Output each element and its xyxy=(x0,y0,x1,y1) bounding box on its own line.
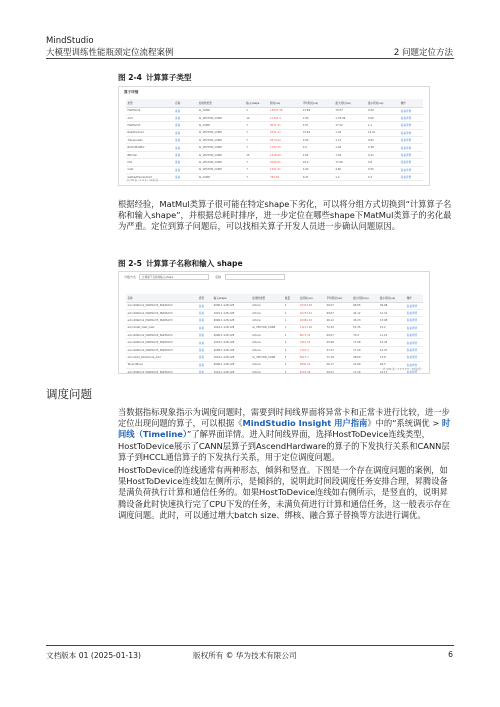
table-cell: 1.78.06 xyxy=(335,116,346,120)
table-cell: 8071.31 xyxy=(270,123,281,127)
table-cell: 17.20 xyxy=(353,348,361,352)
header-document-title: 大模型训练性能瓶颈定位流程案例 xyxy=(46,48,174,58)
view-details-link[interactable]: 查看详情 xyxy=(406,371,417,374)
table-cell: 1 xyxy=(284,341,287,345)
figure-caption-text: 计算算子类型 xyxy=(145,73,192,82)
figure-caption-2-5 xyxy=(118,258,243,269)
table-cell: AICore xyxy=(252,341,261,345)
figure-caption-text: 计算算子名称和输入 shape xyxy=(145,259,243,268)
table-cell: 4096,1;128,128 xyxy=(213,333,235,337)
table-cell: 1 xyxy=(284,348,287,352)
table-cell: BNinfer xyxy=(127,153,138,157)
table-cell[interactable]: 查看 xyxy=(175,117,181,121)
table-cell: 1.65 xyxy=(302,153,309,157)
table-cell: 1024,1;128,128 xyxy=(213,311,235,315)
table-cell: aclnnMatmul_MatMulV3_MatMulV3 xyxy=(127,318,173,322)
table-cell: AI_VECTOR_CORE xyxy=(252,326,276,330)
table-cell: 11131.96 xyxy=(299,326,313,330)
column-header: 操作 xyxy=(400,101,406,105)
table-header-row xyxy=(126,294,423,303)
view-details-link[interactable]: 查看详情 xyxy=(400,139,412,143)
group-by-label: 分组方式 xyxy=(124,275,137,279)
table-row[interactable] xyxy=(126,167,423,174)
table-cell: 11.54 xyxy=(353,370,361,374)
view-details-link[interactable]: 查看详情 xyxy=(400,161,412,165)
table-row[interactable] xyxy=(126,152,423,159)
table-cell: 1 xyxy=(284,370,287,374)
table-row[interactable] xyxy=(126,115,423,122)
table-cell[interactable]: 查看 xyxy=(198,312,204,316)
table-cell: Cast xyxy=(127,168,134,172)
figure-caption-2-4 xyxy=(118,72,192,83)
table-cell: AI_VECTOR_CORE xyxy=(198,153,222,157)
table-cell[interactable]: 查看 xyxy=(198,341,204,345)
table-cell: 46.12 xyxy=(326,318,334,322)
table-cell: AICore xyxy=(252,318,261,322)
table-cell[interactable]: 查看 xyxy=(175,131,181,135)
table-cell: 1.00 xyxy=(302,168,309,172)
table-cell: 6791.27 xyxy=(270,131,281,135)
table-row[interactable] xyxy=(126,174,423,181)
table-row[interactable] xyxy=(126,347,423,354)
view-details-link[interactable]: 查看详情 xyxy=(406,334,417,338)
table-cell[interactable]: 查看 xyxy=(198,371,204,374)
table-cell: 17.52 xyxy=(335,123,343,127)
table-cell: 0.00 xyxy=(368,116,374,120)
table-cell[interactable]: 查看 xyxy=(198,326,204,330)
table-cell: 7107.4 xyxy=(299,348,309,352)
table-cell: 7 xyxy=(246,168,248,172)
table-row[interactable] xyxy=(126,317,423,324)
table-cell: 0.4 xyxy=(302,146,307,150)
view-details-link[interactable]: 查看详情 xyxy=(400,131,412,135)
table-cell: GatherElementsV2 xyxy=(127,175,152,179)
table-cell: 13.01 xyxy=(368,131,376,135)
figure-2-5-screenshot xyxy=(118,271,430,374)
table-cell: 43.23 xyxy=(353,318,361,322)
table-cell: 1.2 xyxy=(335,175,340,179)
table-cell: 1.04 xyxy=(335,146,342,150)
table-cell: 13.89 xyxy=(302,109,311,113)
table-row[interactable] xyxy=(126,332,423,339)
table-cell[interactable]: 查看 xyxy=(175,124,181,128)
table-cell: AI_VECTOR_CORE xyxy=(198,160,222,164)
name-filter-input[interactable] xyxy=(225,274,285,280)
table-cell: 1787.35 xyxy=(270,146,281,150)
table-cell[interactable]: 查看 xyxy=(175,146,181,150)
table-cell[interactable]: 查看 xyxy=(198,319,204,323)
table-cell: 0.00 xyxy=(368,109,374,113)
table-row[interactable] xyxy=(126,144,423,151)
table-cell: 99.67 xyxy=(326,311,334,315)
table-cell: AI_VECTOR_CORE xyxy=(252,355,276,359)
table-row[interactable] xyxy=(126,130,423,137)
paragraph-matmul-analysis: 根据经验，MatMul类算子很可能在特定shape下劣化，可以将分组方式切换到“计算算子名称和输入shape”，并根据总耗时排序，进一步定位在哪些shape下MatMul类算子的劣化最为严重。定位到算子问题后，可以找相关算子开发人员进一步确认问题原因。 xyxy=(118,199,452,232)
table-cell: 72.34 xyxy=(326,326,334,330)
view-details-link[interactable]: 查看详情 xyxy=(406,319,417,323)
table-cell: AI_VECTOR_CORE xyxy=(198,131,222,135)
table-cell: 6013.1 xyxy=(299,355,309,359)
table-cell: 4523.96 xyxy=(299,370,311,374)
table-cell: 1024,1;128,128 xyxy=(213,326,235,330)
column-header: 数量 xyxy=(284,296,291,300)
table-cell[interactable]: 查看 xyxy=(175,168,181,172)
column-header: 操作 xyxy=(406,296,412,300)
table-cell: 11.10 xyxy=(379,333,388,337)
table-cell: 0.1 xyxy=(368,175,373,179)
table-cell: MatMulV2 xyxy=(127,109,141,113)
table-cell: AICore xyxy=(252,363,261,367)
table-cell: 14 xyxy=(246,116,250,120)
table-cell: 45.98 xyxy=(326,341,334,345)
table-cell: 1.00 xyxy=(302,116,309,120)
table-cell: AICore xyxy=(252,333,261,337)
table-cell: 13847.38 xyxy=(270,109,283,113)
table-cell: aclnnMatmul_MatMulV3_MatMulV3 xyxy=(127,348,173,352)
table-cell: AICore xyxy=(252,311,261,315)
table-cell: aclnnMatmul_MatMulV2_MatMulV2 xyxy=(127,341,173,345)
column-header: 类型 xyxy=(127,101,133,105)
table-cell: 39.98 xyxy=(379,304,388,308)
table-cell: AI_VECTOR_CORE xyxy=(198,138,222,142)
table-cell: aclnnAdd_AddAiCore_Add xyxy=(127,355,161,359)
table-cell: 1641.21 xyxy=(270,168,281,172)
table-cell: 7 xyxy=(246,160,248,164)
table-cell: AICore xyxy=(252,370,261,374)
table-pagination[interactable]: 共 58 条 ‹ 1 2 3 › 10条/页 xyxy=(127,179,159,182)
table-cell: 7 xyxy=(246,146,248,150)
header-product-name: MindStudio xyxy=(46,36,94,46)
table-row[interactable] xyxy=(126,159,423,166)
table-cell: 0.21 xyxy=(368,153,374,157)
table-cell: 0.6 xyxy=(368,160,373,164)
table-cell: 4096,1;128,128 xyxy=(213,318,235,322)
column-header: 加速核类型 xyxy=(198,101,212,105)
column-header: 平均耗时(us) xyxy=(326,296,342,300)
table-cell: BatchMatMul xyxy=(127,146,145,150)
table-cell: 1 xyxy=(284,363,287,367)
table-cell: 10.0 xyxy=(302,160,309,164)
table-cell: 15.2 xyxy=(379,326,386,330)
column-header: 名称 xyxy=(127,296,133,300)
table-cell: 6574.02 xyxy=(270,138,281,142)
table-cell: 7 xyxy=(246,138,248,142)
table-row[interactable] xyxy=(126,362,423,369)
view-details-link[interactable]: 查看详情 xyxy=(400,146,412,150)
table-cell: 28.60 xyxy=(353,355,361,359)
table-cell[interactable]: 查看 xyxy=(198,349,204,353)
table-pagination[interactable]: 共 120 条 ‹ 1 2 3 4 5 › 10条/页 xyxy=(382,368,421,371)
table-cell: 1024,1;128,128 xyxy=(213,341,235,345)
table-cell: 1 xyxy=(284,304,287,308)
table-cell[interactable]: 查看 xyxy=(198,334,204,338)
table-cell: 1 xyxy=(284,326,287,330)
table-cell: 71.18 xyxy=(326,355,334,359)
view-details-link[interactable]: 查看详情 xyxy=(406,304,417,308)
table-cell: 4.60 xyxy=(335,168,342,172)
view-details-link[interactable]: 查看详情 xyxy=(406,356,417,360)
table-cell: 1 xyxy=(284,355,287,359)
table-cell: AICore xyxy=(252,348,261,352)
table-cell: 7 xyxy=(246,123,248,127)
table-cell: AI_CORE xyxy=(198,175,210,179)
group-by-select[interactable]: 计算算子名称和输入shape xyxy=(139,274,209,280)
table-cell: aclnnCast_Cast_Cast xyxy=(127,326,155,330)
table-cell: 13.98 xyxy=(379,318,388,322)
table-row[interactable] xyxy=(126,108,423,115)
para-text: ”了解界面详情。进入时间线界面，选择HostToDevice连线类型，HostToDevice展示了CANN层算子到AscendHardware的算子的下发执行关系和CANN层算子到HCCL通信算子的下发执行关系，用于定位调度问题。 xyxy=(118,429,450,462)
table-cell: 17.08 xyxy=(353,341,361,345)
figure-2-4-screenshot xyxy=(118,86,430,186)
table-cell: 7412.55 xyxy=(299,341,311,345)
view-details-link[interactable]: 查看详情 xyxy=(406,363,417,367)
table-cell: 99.07 xyxy=(326,333,334,337)
table-cell: 1 xyxy=(284,318,287,322)
table-cell: 40.57 xyxy=(326,304,334,308)
table-cell: 0.55 xyxy=(368,168,374,172)
column-header: 平均耗时(us) xyxy=(302,101,319,105)
column-header: 最大耗时(us) xyxy=(353,296,369,300)
table-cell: 4096,1;128,128 xyxy=(213,363,235,367)
view-details-link[interactable]: 查看详情 xyxy=(400,154,412,158)
panel-title: 算子详情 xyxy=(124,90,139,94)
operator-shape-table xyxy=(126,294,423,374)
table-cell: Mul xyxy=(127,160,133,164)
table-cell: 3.57 xyxy=(302,123,309,127)
table-cell: 70.2 xyxy=(353,333,359,337)
table-cell: aclnnMatmul_MatMulV2_MatMulV2 xyxy=(127,370,173,374)
table-cell: AICore xyxy=(252,304,261,308)
footer-page-number: 6 xyxy=(448,650,453,659)
column-header: 最小耗时(us) xyxy=(368,101,384,105)
table-row[interactable] xyxy=(126,325,423,332)
table-cell: 16384.16 xyxy=(299,318,313,322)
column-header: 耗时(us) xyxy=(270,101,281,105)
table-cell: 15 xyxy=(246,153,250,157)
table-cell: 7.94 xyxy=(335,153,342,157)
table-cell[interactable]: 查看 xyxy=(175,154,181,158)
view-details-link[interactable]: 查看详情 xyxy=(406,349,417,353)
table-cell: 3.09 xyxy=(302,138,309,142)
table-row[interactable] xyxy=(126,122,423,129)
table-cell: 68.65 xyxy=(353,304,361,308)
operator-type-table xyxy=(126,99,423,181)
table-cell: AI_VECTOR_CORE xyxy=(198,168,222,172)
paragraph-scheduling-intro xyxy=(118,407,454,463)
section-title-scheduling: 调度问题 xyxy=(46,387,92,401)
view-details-link[interactable]: 查看详情 xyxy=(406,326,417,330)
table-cell[interactable]: 查看 xyxy=(175,139,181,143)
table-cell: 16733.61 xyxy=(299,311,313,315)
table-cell: 1538.06 xyxy=(270,153,281,157)
table-cell: AI_CORE xyxy=(198,123,210,127)
table-cell: 37.27 xyxy=(326,348,334,352)
table-cell: 0.82 xyxy=(368,138,374,142)
table-cell: 783.00 xyxy=(270,175,280,179)
table-cell: 1 xyxy=(284,311,287,315)
table-cell: TransposeD xyxy=(127,138,143,142)
column-header: 加速核类型 xyxy=(252,296,266,300)
table-cell: 12.43 xyxy=(379,341,388,345)
table-cell: 1024,1;128,128 xyxy=(213,355,235,359)
column-header: 输入shape xyxy=(246,101,260,105)
table-cell: MatMulV3 xyxy=(127,123,141,127)
table-cell: 1.1 xyxy=(368,123,373,127)
view-details-link[interactable]: 查看详情 xyxy=(400,124,412,128)
view-details-link[interactable]: 查看详情 xyxy=(400,109,412,113)
table-cell: 50.51 xyxy=(326,370,334,374)
table-row[interactable] xyxy=(126,137,423,144)
table-cell: Add xyxy=(127,116,133,120)
figure-number: 图 2-4 xyxy=(118,73,142,82)
table-cell: 12.41 xyxy=(379,311,388,315)
column-header: 名称 xyxy=(175,101,181,105)
table-cell[interactable]: 查看 xyxy=(175,109,181,113)
table-cell: 1.13 xyxy=(335,138,342,142)
table-cell: aclnnMatmul_MatMulV2_MatMulV2 xyxy=(127,304,173,308)
column-header: 最小耗时(us) xyxy=(379,296,396,300)
column-header: 输入shape xyxy=(213,296,227,300)
table-cell: 42.12 xyxy=(353,311,361,315)
para-text: 当数据指标现象指示为调度问题时，需要到时间线界面将异常卡和正常卡进行比较，进一步定位出现问题的算子，可以根据《 xyxy=(118,407,450,429)
user-guide-link[interactable]: MindStudio Insight 用户指南 xyxy=(242,418,368,429)
name-filter-label: 名称 xyxy=(215,275,222,279)
table-cell[interactable]: 查看 xyxy=(198,356,204,360)
table-cell: 1.04 xyxy=(335,131,342,135)
table-cell: 13.8 xyxy=(379,355,386,359)
table-cell[interactable]: 查看 xyxy=(175,161,181,165)
table-cell[interactable]: 查看 xyxy=(198,304,204,308)
view-details-link[interactable]: 查看详情 xyxy=(400,117,412,121)
column-header: 总耗时(us) xyxy=(299,296,313,300)
table-cell: 11763.4 xyxy=(270,116,281,120)
table-cell: AI_VECTOR_CORE xyxy=(198,116,222,120)
table-cell: 51.35 xyxy=(353,326,361,330)
table-cell: TensorMove xyxy=(127,363,143,367)
table-cell: AI_CORE xyxy=(198,109,210,113)
table-cell: 77.08 xyxy=(335,160,343,164)
view-details-link[interactable]: 查看详情 xyxy=(406,341,417,345)
table-cell: 4096,1;128,128 xyxy=(213,304,235,308)
view-details-link[interactable]: 查看详情 xyxy=(406,312,417,316)
table-row[interactable] xyxy=(126,354,423,361)
table-cell: 2046.41 xyxy=(270,160,281,164)
table-cell: 7 xyxy=(246,131,248,135)
table-cell: 14.07 xyxy=(379,348,388,352)
figure-number: 图 2-5 xyxy=(118,259,142,268)
table-cell: 26.5 xyxy=(379,363,386,367)
table-cell: 7 xyxy=(246,175,248,179)
table-cell: 12.13 xyxy=(379,370,388,374)
timeline-link[interactable]: 时间线（Timeline） xyxy=(118,418,451,440)
para-text: 》中的“系统调优 > xyxy=(367,418,442,429)
table-cell: 1 xyxy=(246,109,248,113)
table-cell: 0.38 xyxy=(368,146,374,150)
column-header: 最大耗时(us) xyxy=(335,101,351,105)
table-row[interactable] xyxy=(126,310,423,317)
table-cell: 70.57 xyxy=(335,109,343,113)
footer-divider xyxy=(46,645,454,646)
table-cell: aclnnMatmul_MatMulV2_MatMulV2 xyxy=(127,333,173,337)
table-row[interactable] xyxy=(126,339,423,346)
header-divider xyxy=(46,58,454,59)
table-cell: 73.64 xyxy=(302,131,311,135)
table-row[interactable] xyxy=(126,303,423,310)
footer-doc-version: 文档版本 01 (2025-01-13) xyxy=(46,651,141,660)
view-details-link[interactable]: 查看详情 xyxy=(400,168,412,172)
table-cell: 0.47 xyxy=(302,175,309,179)
table-cell[interactable]: 查看 xyxy=(175,176,181,180)
table-cell: 1 xyxy=(284,333,287,337)
paragraph-hosttodevice: HostToDevice的连线通常有两种形态，倾斜和竖直。下图是一个存在调度问题的案例，如果HostToDevice连线如左侧所示，是倾斜的，说明此时间段调度任务安排合理，昇腾设备是满负荷执行计算和通信任务的。如果HostToDevice连线如右侧所示，是竖直的，说明昇腾设备此时快速执行完了CPU下发的任务，未满负荷进行计算和通信任务，这一般表示存在调度问题。此时，可以通过增大batch size、绑核、融合算子替换等方法进行调优。 xyxy=(118,465,451,520)
table-cell: AI_VECTOR_CORE xyxy=(198,146,222,150)
column-header: 类型 xyxy=(198,296,204,300)
table-cell: 25334.89 xyxy=(299,304,313,308)
table-cell: 8071.31 xyxy=(299,333,311,337)
footer-copyright: 版权所有 © 华为技术有限公司 xyxy=(193,651,297,660)
table-cell: 5800.22 xyxy=(299,363,311,367)
table-row[interactable] xyxy=(126,369,423,374)
table-header-row xyxy=(126,99,423,108)
table-cell: 21.89 xyxy=(353,363,361,367)
table-cell: 4096,1;128,128 xyxy=(213,348,235,352)
table-cell: aclnnMatmul_MatMulV2_MatMulV2 xyxy=(127,311,173,315)
table-cell[interactable]: 查看 xyxy=(198,363,204,367)
header-section-title: 2 问题定位方法 xyxy=(393,48,453,58)
table-cell: 1024,1;128,128 xyxy=(213,370,235,374)
table-cell: RealDivGrad xyxy=(127,131,144,135)
table-cell: 26.17 xyxy=(326,363,334,367)
view-details-link[interactable]: 查看详情 xyxy=(400,176,412,180)
